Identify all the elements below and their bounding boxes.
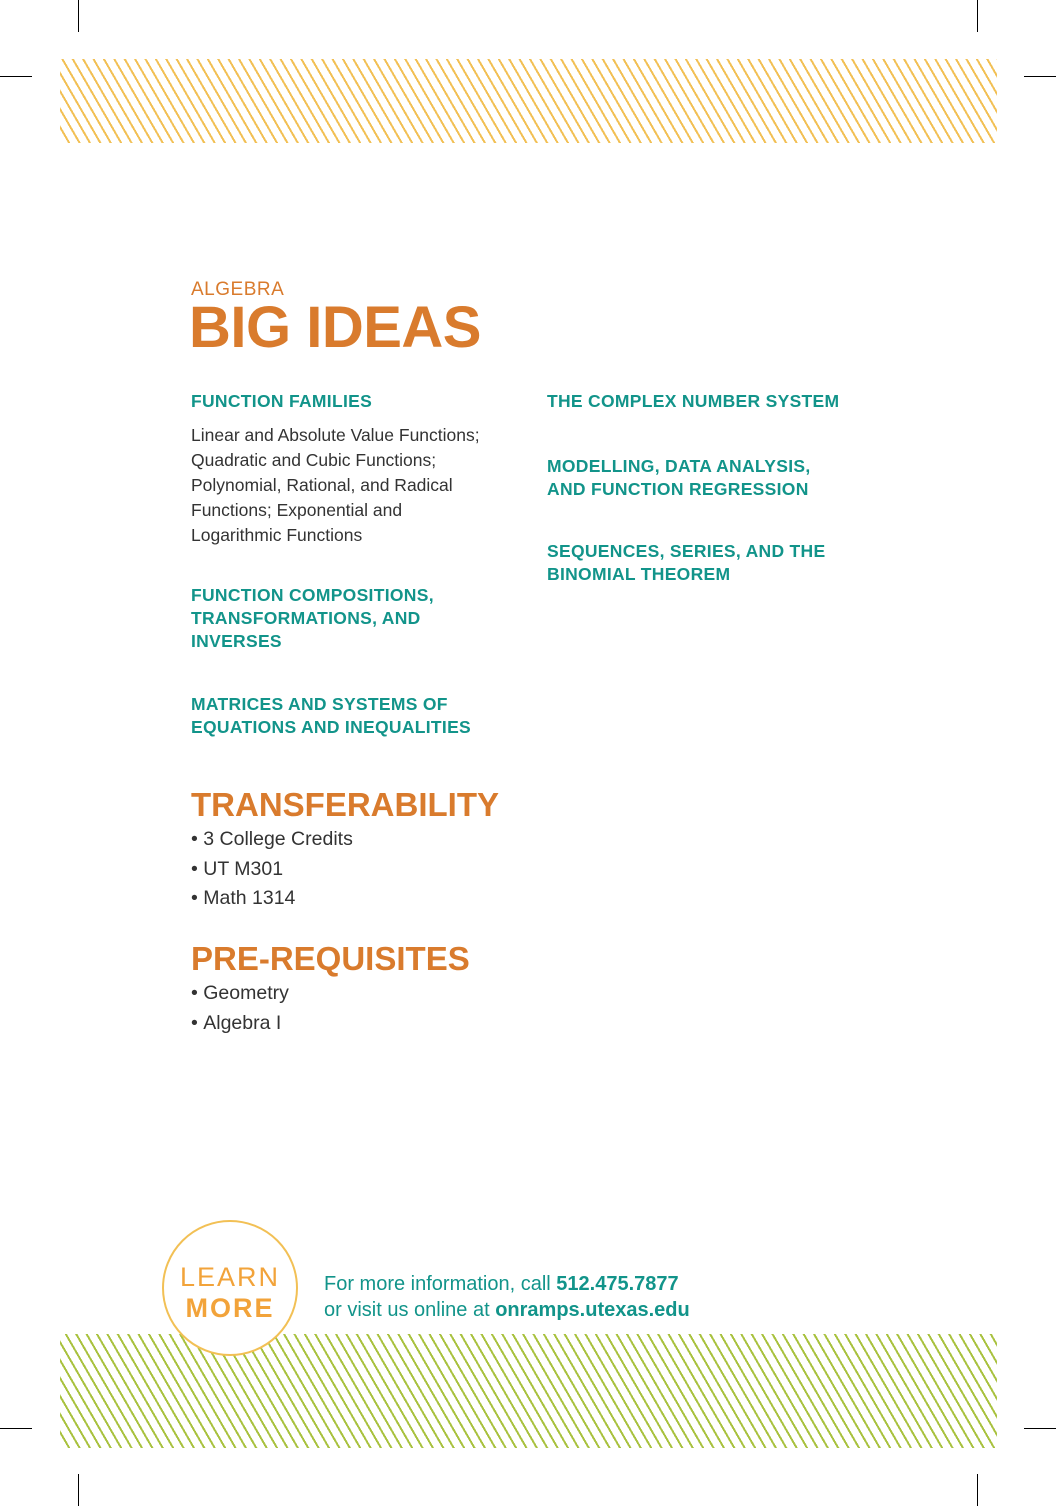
topic-heading: SEQUENCES, SERIES, AND THE BINOMIAL THEOREM [547,541,826,584]
website-link[interactable]: onramps.utexas.edu [495,1298,690,1321]
learn-more-line2: MORE [185,1293,275,1323]
top-stripe-band [60,59,997,143]
crop-mark [1024,76,1056,77]
transferability-title: TRANSFERABILITY [191,786,499,823]
list-item: • 3 College Credits [191,825,353,855]
subject-kicker: ALGEBRA [191,279,285,300]
transferability-list [191,825,353,914]
prerequisites-list [191,979,289,1038]
contact-call-prefix: For more information, call [324,1273,557,1295]
topic-heading: FUNCTION FAMILIES [191,391,373,411]
list-item: • Geometry [191,979,289,1009]
list-item: • Algebra I [191,1009,289,1039]
topic-heading: THE COMPLEX NUMBER SYSTEM [547,391,840,411]
list-item: • Math 1314 [191,884,353,914]
list-item: • UT M301 [191,855,353,885]
topic-heading: MODELLING, DATA ANALYSIS, AND FUNCTION REGRESSION [547,456,811,499]
contact-visit-prefix: or visit us online at [324,1298,496,1321]
prerequisites-title: PRE-REQUISITES [191,940,470,977]
crop-mark [0,76,32,77]
topic-heading: MATRICES AND SYSTEMS OF EQUATIONS AND INEQUALITIES [191,694,472,737]
contact-info [324,1272,690,1323]
page-title: BIG IDEAS [189,295,481,360]
learn-more-line1: LEARN [179,1262,281,1292]
crop-mark [0,1428,32,1429]
topic-heading: FUNCTION COMPOSITIONS, TRANSFORMATIONS, AND INVERSES [191,585,434,651]
crop-mark [977,0,978,32]
learn-more-badge [162,1220,298,1356]
crop-mark [1024,1428,1056,1429]
topic-description: Linear and Absolute Value Functions; Quadratic and Cubic Functions; Polynomial, Rational, and Radical Functions; Exponential and Logarithmic Functions [191,425,480,545]
crop-mark [78,1474,79,1506]
crop-mark [977,1474,978,1506]
crop-mark [78,0,79,32]
phone-number[interactable]: 512.475.7877 [556,1273,679,1295]
bottom-stripe-band [60,1334,997,1448]
